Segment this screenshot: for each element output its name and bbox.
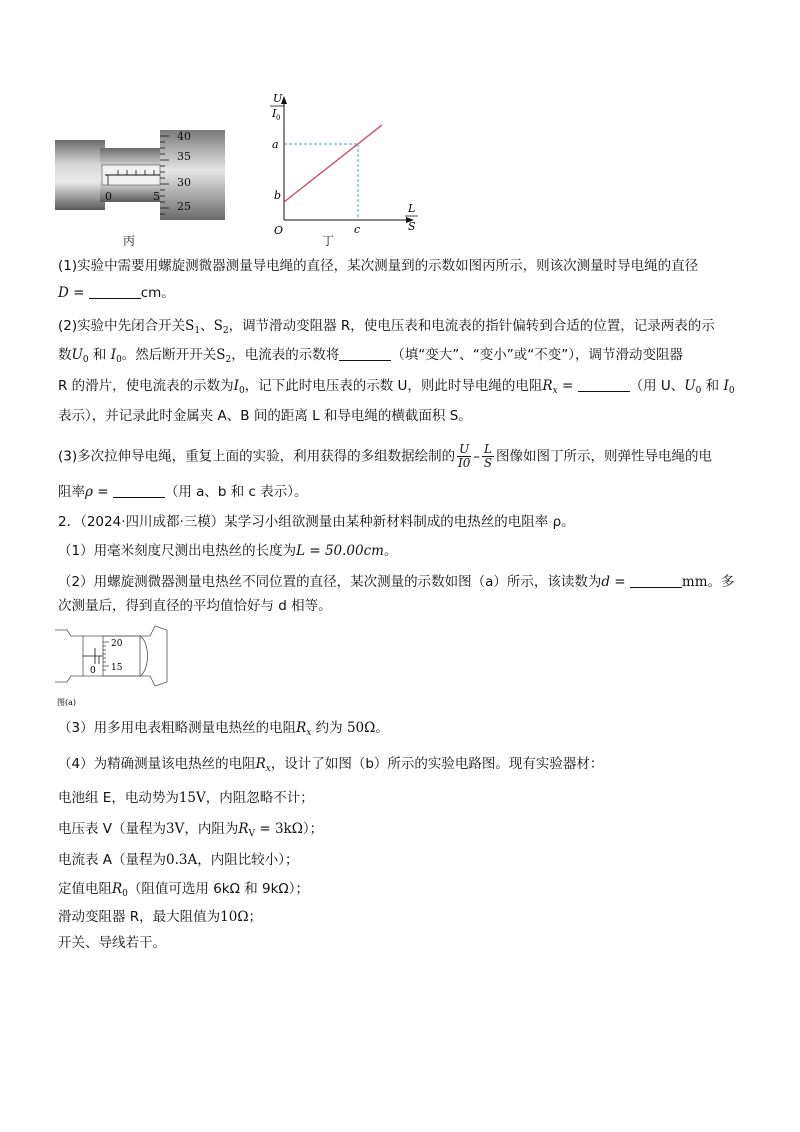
fraction-l-over-s-numerator: L [484, 442, 492, 456]
figure-a-caption: 图(a) [57, 698, 77, 707]
q1-part2-text-a: (2)实验中先闭合开关 [58, 318, 186, 334]
q2-step3-text-b: 约为 [311, 720, 347, 736]
battery-emf: 15V [178, 790, 206, 806]
symbol-rx-b-sub: x [306, 728, 312, 738]
q2-step3-end: 。 [375, 720, 389, 736]
fixed-resistor-text: 定值电阻 [58, 881, 112, 897]
switch-wires-text: 开关、导线若干。 [58, 935, 166, 951]
fraction-l-over-s [482, 443, 494, 470]
q1-part2-text-i: （用 U、 [629, 378, 685, 394]
q1-part1-text: (1)实验中需要用螺旋测微器测量导电绳的直径，某次测量到的示数如图丙所示，则该次测量时导电绳的直径 [58, 258, 699, 274]
q2-step1-end: 。 [383, 543, 398, 559]
x-axis-label-denominator: S [408, 220, 416, 233]
equals-sign: = [68, 285, 89, 301]
symbol-i0-b-sub: 0 [239, 386, 245, 396]
switch-s1: S [185, 318, 195, 334]
answer-blank-rx[interactable] [578, 377, 630, 392]
equipment-battery [58, 788, 314, 808]
micrometer-figure-bing [55, 130, 230, 225]
thimble-a-label-20: 20 [111, 639, 123, 649]
q2-step4-text: （4）为精确测量该电热丝的电阻 [58, 756, 256, 772]
graph-line [284, 125, 382, 202]
q2-step2-text-b: 。多 [707, 574, 735, 590]
q1-part1-line2 [58, 283, 175, 303]
symbol-rho: ρ [85, 484, 93, 500]
equals-sign-rx: = [557, 378, 578, 394]
equipment-ammeter [58, 850, 299, 870]
rheostat-max: 10Ω [220, 909, 249, 925]
q2-step2-text: （2）用螺旋测微器测量电热丝不同位置的直径，某次测量的示数如图（a）所示，该读数为 [58, 574, 602, 590]
thimble-label-40: 40 [177, 130, 191, 143]
thimble-label-35: 35 [177, 150, 191, 163]
symbol-u0-c-sub: 0 [695, 386, 702, 396]
symbol-i0-sub: 0 [116, 355, 122, 365]
q1-part2-text-e: ，电流表的示数将 [231, 347, 340, 363]
resistance-estimate: 50Ω [346, 720, 376, 736]
fraction-u-over-i0-denominator: I0 [458, 456, 471, 470]
length-value: L = 50.00cm [296, 543, 384, 559]
rheostat-text: 滑动变阻器 R，最大阻值为 [58, 909, 221, 925]
label-c: c [354, 223, 361, 236]
q2-step2-text-c: 次测量后，得到直径的平均值恰好与 d 相等。 [58, 598, 332, 614]
q2-title [58, 512, 575, 532]
q2-title-text: 2．（2024·四川成都·三模）某学习小组欲测量由某种新材料制成的电热丝的电阻率 ρ。 [58, 514, 575, 530]
equipment-voltmeter [58, 819, 323, 844]
q2-step3-text: （3）用多用电表粗略测量电热丝的电阻 [58, 720, 297, 736]
q1-part3-text-c: 阻率 [58, 484, 85, 500]
q2-step1 [58, 541, 397, 561]
symbol-d: d = [601, 574, 630, 590]
q1-part2-text-g: R 的滑片，使电流表的示数为 [58, 378, 234, 394]
q1-part3-text-a: (3)多次拉伸导电绳，重复上面的实验，利用获得的多组数据绘制的 [58, 448, 456, 465]
voltmeter-resistance: = 3kΩ [255, 821, 303, 837]
symbol-i0-c: I [723, 378, 729, 394]
q1-part3-text-b: 图像如图丁所示，则弹性导电绳的电 [495, 448, 712, 465]
diameter-symbol: D [58, 285, 69, 301]
symbol-rx-c-sub: x [265, 764, 271, 774]
ammeter-range: 0.3A [166, 852, 198, 868]
symbol-u0-c: U [684, 378, 696, 394]
q1-part1-line1 [58, 256, 698, 276]
unit-cm: cm。 [140, 285, 175, 301]
thimble-label-30: 30 [177, 176, 191, 189]
sleeve-label-5: 5 [153, 190, 160, 203]
label-b: b [274, 189, 282, 202]
answer-blank-d[interactable] [630, 573, 682, 588]
answer-blank-ammeter[interactable] [339, 346, 391, 361]
q1-part2-line1 [58, 316, 715, 341]
q2-step4-text-b: ，设计了如图（b）所示的实验电路图。现有实验器材： [270, 756, 604, 772]
voltmeter-range: 3V [166, 821, 185, 837]
caption-ding: 丁 [322, 234, 335, 248]
q1-part3-line2 [58, 482, 308, 502]
q1-part2-line2 [58, 345, 683, 370]
symbol-rv-sub: V [248, 829, 256, 839]
sleeve-label-0: 0 [105, 190, 112, 203]
caption-bing: 丙 [123, 234, 136, 248]
q2-step2-line2 [58, 596, 332, 616]
micrometer-figure-a [55, 622, 170, 708]
y-axis-label-numerator: U [273, 92, 283, 105]
equals-sign-rho: = [92, 484, 113, 500]
symbol-i0: I [110, 347, 117, 363]
symbol-r0: R [112, 881, 123, 897]
symbol-rx: R [542, 378, 553, 394]
symbol-rv: R [238, 821, 249, 837]
switch-s2: S [213, 318, 223, 334]
symbol-u0-sub: 0 [82, 355, 89, 365]
y-axis-label-denominator-sub: 0 [276, 114, 281, 122]
conj-and: 和 [88, 347, 111, 363]
separator: 、 [200, 318, 214, 334]
graph-ding [262, 92, 422, 240]
symbol-rx-c: R [255, 756, 266, 772]
q1-part2-line4 [58, 406, 472, 426]
fraction-u-over-i0-numerator: U [459, 442, 470, 456]
thimble-label-25: 25 [177, 200, 191, 213]
q1-part2-text-j: 表示），并记录此时金属夹 A、B 间的距离 L 和导电绳的横截面积 S。 [58, 408, 472, 424]
q1-part2-text-c: 数 [58, 347, 72, 363]
q2-step3 [58, 718, 389, 743]
q1-part2-text-d: 。然后断开开关 [121, 347, 217, 363]
voltmeter-text-c: ）； [302, 821, 324, 837]
answer-blank-diameter[interactable] [89, 284, 141, 299]
fraction-u-over-i0 [457, 443, 471, 470]
q1-part2-text-f: （填“变大”、“变小”或“不变”），调节滑动变阻器 [391, 347, 683, 363]
thimble-a-label-15: 15 [111, 663, 123, 673]
fraction-l-over-s-denominator: S [483, 456, 493, 470]
dash: – [473, 448, 480, 465]
voltmeter-text: 电压表 V（量程为 [58, 821, 167, 837]
q1-part2-text-h: ，记下此时电压表的示数 U，则此时导电绳的电阻 [244, 378, 543, 394]
unit-mm: mm [681, 574, 708, 590]
symbol-rx-b: R [296, 720, 307, 736]
label-a: a [272, 138, 279, 151]
q2-step4 [58, 754, 603, 779]
q1-part3-line1 [58, 443, 712, 470]
switch-s2-sub: 2 [222, 326, 229, 336]
symbol-r0-sub: 0 [122, 889, 128, 899]
battery-text: 电池组 E，电动势为 [58, 790, 179, 806]
q2-step2-line1 [58, 572, 735, 592]
switch-s2-b-sub: 2 [225, 355, 232, 365]
symbol-rx-sub: x [552, 386, 558, 396]
rheostat-text-b: ； [248, 909, 263, 925]
equipment-switch-wires [58, 933, 166, 953]
x-axis-label-numerator: L [408, 202, 416, 215]
conj-and-b: 和 [701, 378, 724, 394]
ammeter-text-b: ，内阻比较小）； [197, 852, 299, 868]
equipment-fixed-resistor [58, 879, 309, 904]
switch-s2-b: S [216, 347, 226, 363]
equipment-rheostat [58, 907, 262, 927]
sleeve-a-label-0: 0 [90, 666, 96, 676]
symbol-i0-b: I [233, 378, 240, 394]
symbol-u0: U [71, 347, 83, 363]
origin-label: O [274, 224, 284, 237]
voltmeter-text-b: ，内阻为 [184, 821, 239, 837]
answer-blank-rho[interactable] [113, 483, 165, 498]
q1-part3-text-d: （用 a、b 和 c 表示）。 [164, 484, 308, 500]
q2-step1-text: （1）用毫米刻度尺测出电热丝的长度为 [58, 543, 297, 559]
q1-part2-text-b: ，调节滑动变阻器 R，使电压表和电流表的指针偏转到合适的位置，记录两表的示 [228, 318, 715, 334]
fixed-resistor-text-b: （阻值可选用 6kΩ 和 9kΩ）； [127, 881, 309, 897]
y-axis-label-denominator: I [272, 107, 277, 120]
battery-text-b: ，内阻忽略不计； [205, 790, 314, 806]
symbol-i0-c-sub: 0 [728, 386, 735, 396]
q1-part2-line3 [58, 376, 735, 401]
switch-s1-sub: 1 [194, 326, 201, 336]
ammeter-text: 电流表 A（量程为 [58, 852, 167, 868]
